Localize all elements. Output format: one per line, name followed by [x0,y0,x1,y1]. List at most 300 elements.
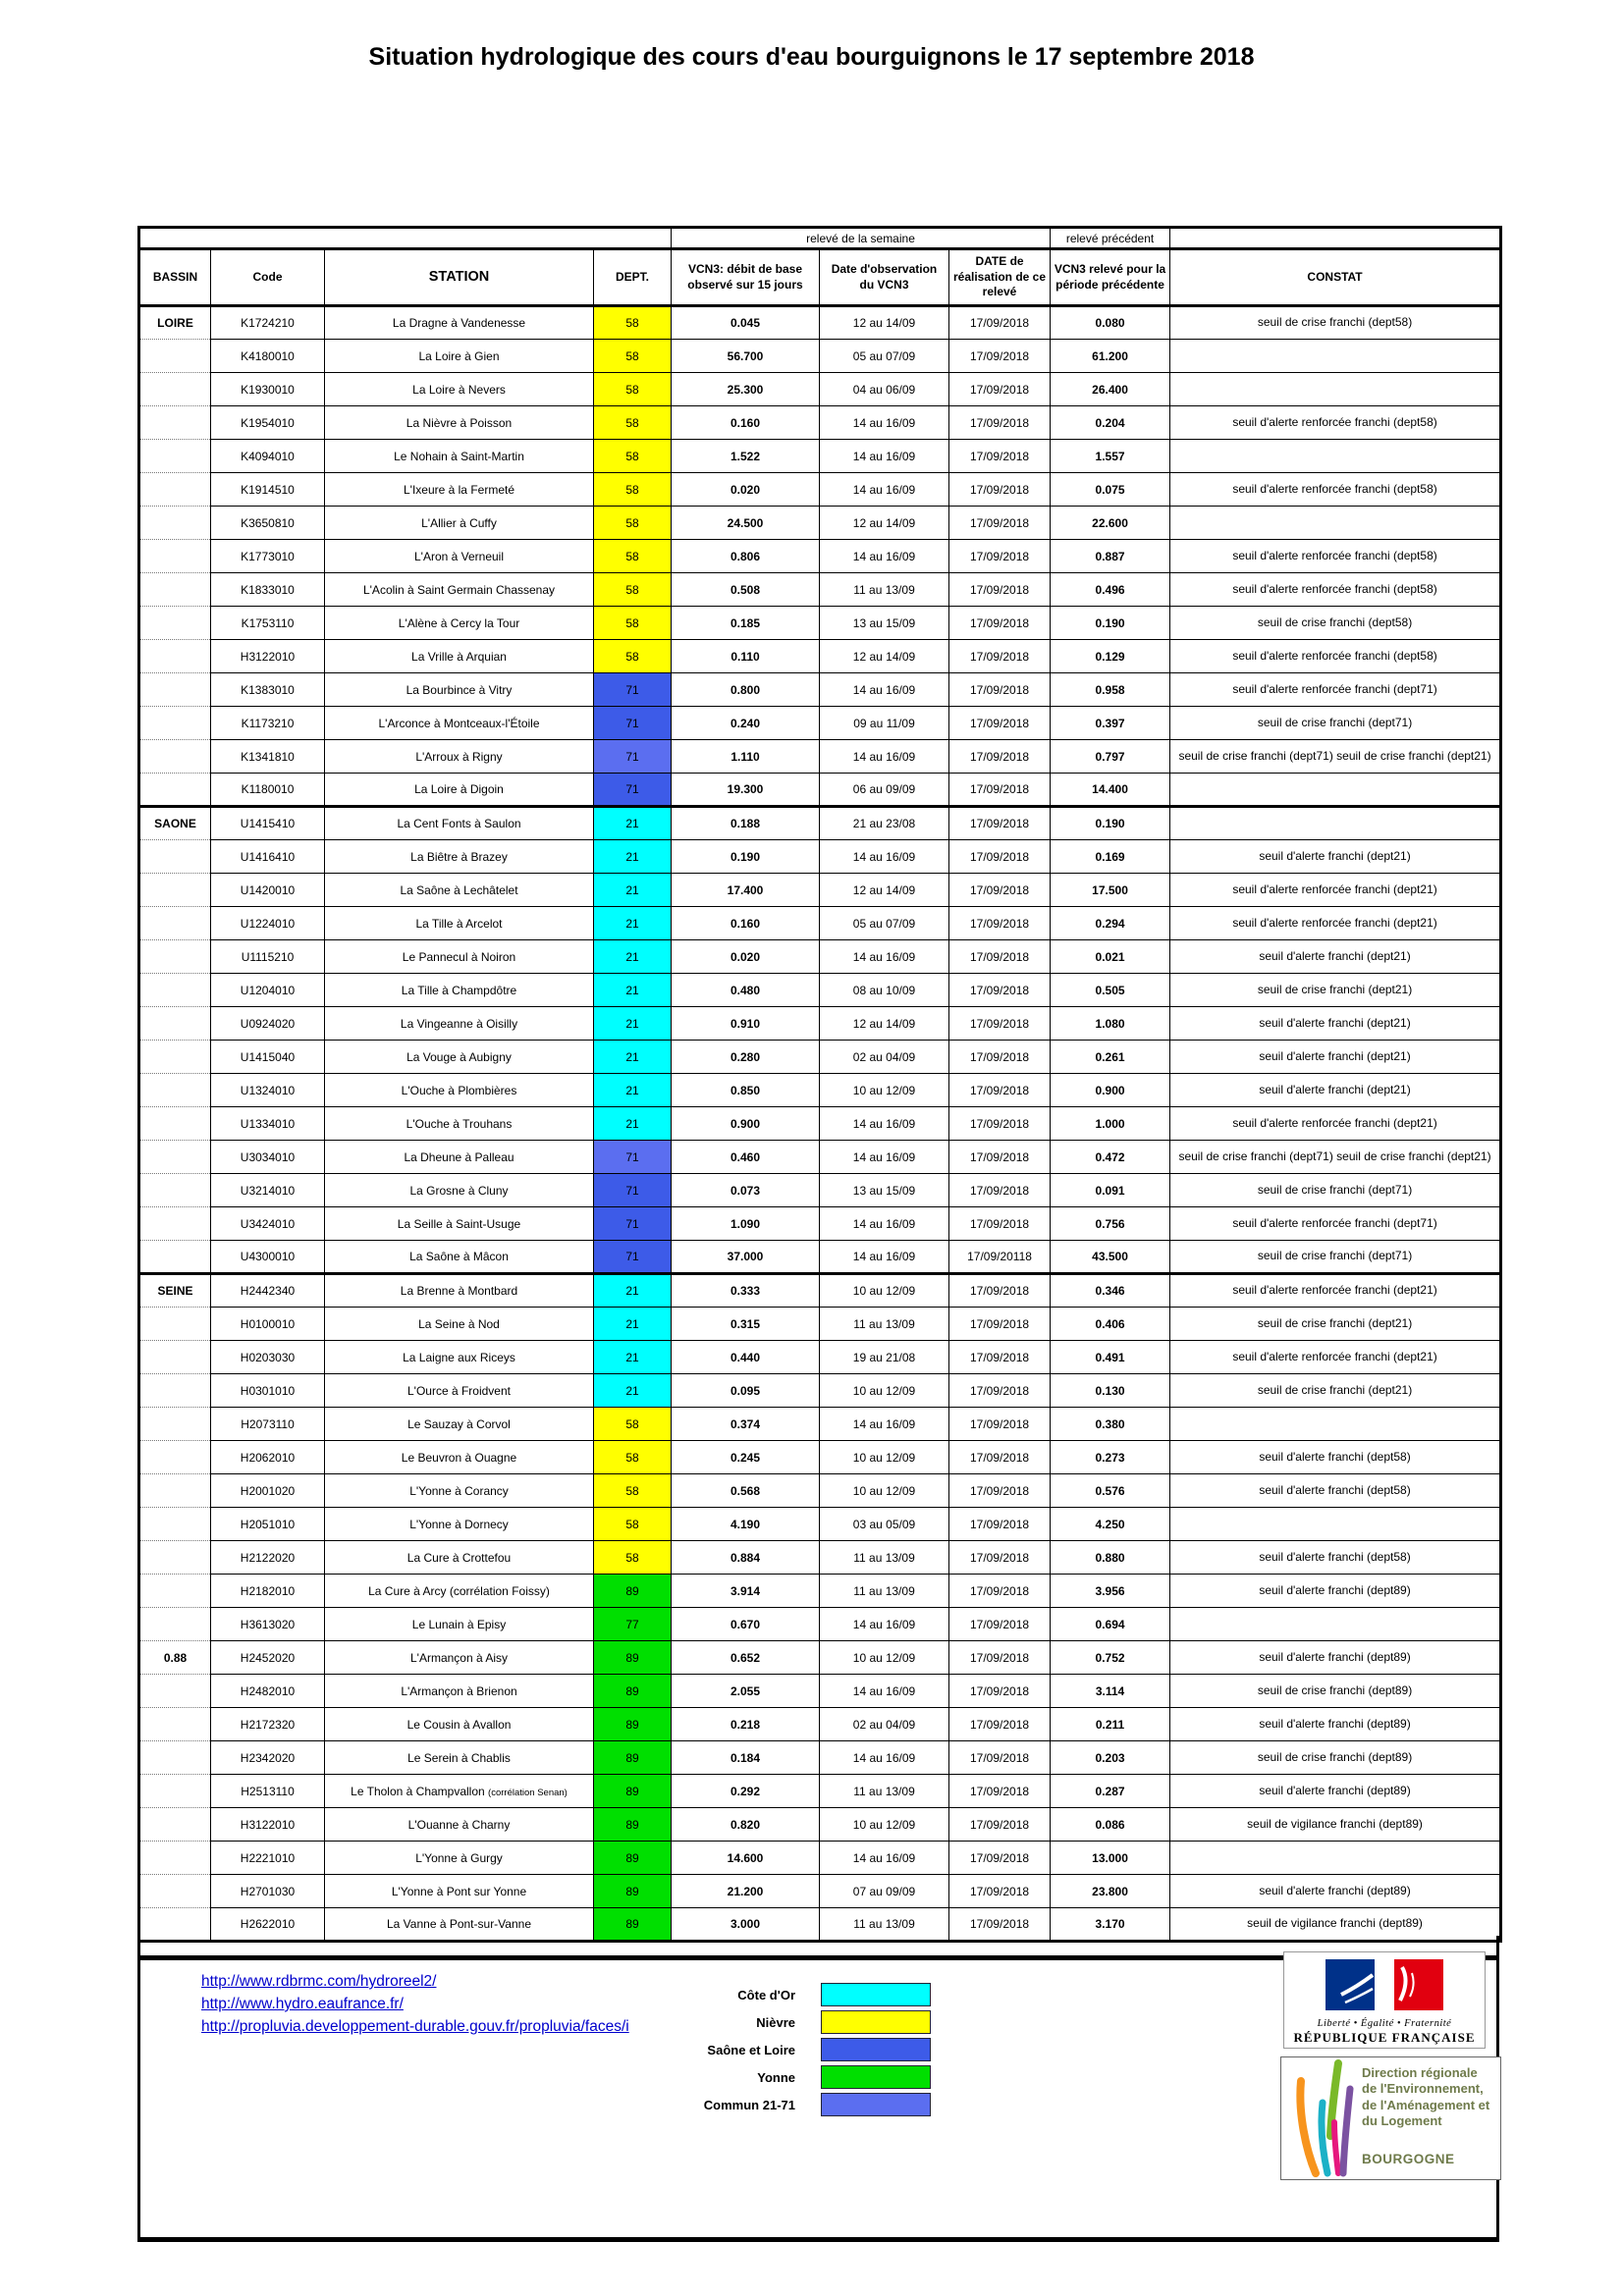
vcn3-previous-cell: 61.200 [1051,340,1170,373]
table-row [139,1474,1501,1508]
page-title: Situation hydrologique des cours d'eau bourguignons le 17 septembre 2018 [368,43,1255,71]
table-row [139,1207,1501,1241]
date-observation-cell: 07 au 09/09 [820,1875,949,1908]
station-name: L'Yonne à Pont sur Yonne [391,1884,527,1898]
date-realisation-cell: 17/09/2018 [949,1074,1051,1107]
code-cell: K3650810 [211,507,325,540]
date-observation-cell: 14 au 16/09 [820,1608,949,1641]
date-observation-cell: 14 au 16/09 [820,440,949,473]
vcn3-cell: 0.110 [672,640,820,673]
vcn3-previous-cell: 22.600 [1051,507,1170,540]
vcn3-previous-cell: 0.472 [1051,1141,1170,1174]
station-name: La Vrille à Arquian [411,649,507,664]
station-name: La Grosne à Cluny [409,1183,509,1198]
constat-cell [1170,807,1501,840]
date-observation-cell: 14 au 16/09 [820,1408,949,1441]
table-row [139,1608,1501,1641]
constat-cell: seuil de crise franchi (dept21) [1170,1308,1501,1341]
bassin-cell [139,1775,211,1808]
code-cell: H2062010 [211,1441,325,1474]
table-row [139,673,1501,707]
vcn3-previous-cell: 0.130 [1051,1374,1170,1408]
constat-cell: seuil d'alerte franchi (dept21) [1170,1007,1501,1041]
legend-swatch-commun-21-71 [821,2093,931,2116]
date-realisation-cell: 17/09/2018 [949,573,1051,607]
station-note: (corrélation Senan) [488,1787,568,1798]
station-name: Le Lunain à Episy [411,1617,507,1631]
vcn3-previous-cell: 0.261 [1051,1041,1170,1074]
bassin-cell: SEINE [139,1274,211,1308]
date-realisation-cell: 17/09/2018 [949,1141,1051,1174]
dept-cell: 58 [594,406,672,440]
vcn3-cell: 0.240 [672,707,820,740]
dept-cell: 58 [594,1541,672,1575]
station-cell [325,406,594,440]
date-realisation-cell: 17/09/2018 [949,1107,1051,1141]
station-cell [325,1741,594,1775]
constat-cell: seuil de crise franchi (dept58) [1170,607,1501,640]
french-flag-marianne-icon [1324,1959,1445,2010]
dept-cell: 71 [594,774,672,807]
vcn3-cell: 0.160 [672,907,820,940]
vcn3-previous-cell: 0.075 [1051,473,1170,507]
legend-row [589,2010,943,2034]
vcn3-previous-cell: 0.397 [1051,707,1170,740]
vcn3-previous-cell: 0.211 [1051,1708,1170,1741]
vcn3-previous-cell: 0.204 [1051,406,1170,440]
dept-cell: 21 [594,974,672,1007]
constat-cell: seuil d'alerte renforcée franchi (dept58) [1170,540,1501,573]
table-row [139,1675,1501,1708]
dept-cell: 71 [594,740,672,774]
station-cell [325,373,594,406]
code-cell: H2221010 [211,1842,325,1875]
date-observation-cell: 10 au 12/09 [820,1074,949,1107]
col-header-bassin: BASSIN [139,249,211,306]
station-cell [325,1608,594,1641]
dept-cell: 21 [594,940,672,974]
vcn3-previous-cell: 0.190 [1051,807,1170,840]
bassin-cell [139,507,211,540]
code-cell: H2073110 [211,1408,325,1441]
station-cell [325,573,594,607]
strip-blank-left [139,228,672,249]
station-name: La Bourbince à Vitry [406,682,513,697]
bassin-cell [139,1508,211,1541]
table-row [139,1174,1501,1207]
table-row [139,607,1501,640]
bassin-cell: 0.88 [139,1641,211,1675]
table-row [139,907,1501,940]
bassin-cell [139,940,211,974]
vcn3-previous-cell: 0.203 [1051,1741,1170,1775]
date-realisation-cell: 17/09/2018 [949,707,1051,740]
dept-cell: 21 [594,1374,672,1408]
vcn3-previous-cell: 26.400 [1051,373,1170,406]
vcn3-cell: 0.095 [672,1374,820,1408]
table-row [139,1241,1501,1274]
dept-cell: 71 [594,707,672,740]
releve-semaine-header: relevé de la semaine [672,228,1051,249]
vcn3-previous-cell: 0.958 [1051,673,1170,707]
date-realisation-cell: 17/09/2018 [949,540,1051,573]
vcn3-previous-cell: 0.491 [1051,1341,1170,1374]
vcn3-cell: 0.045 [672,306,820,340]
constat-cell: seuil d'alerte renforcée franchi (dept21) [1170,1341,1501,1374]
date-realisation-cell: 17/09/2018 [949,840,1051,874]
station-name: La Biêtre à Brazey [410,849,508,864]
vcn3-previous-cell: 14.400 [1051,774,1170,807]
station-name: L'Arroux à Rigny [415,749,503,764]
date-realisation-cell: 17/09/2018 [949,673,1051,707]
code-cell: H3122010 [211,640,325,673]
dept-cell: 58 [594,440,672,473]
constat-cell: seuil d'alerte renforcée franchi (dept58) [1170,573,1501,607]
vcn3-cell: 14.600 [672,1842,820,1875]
station-cell [325,1241,594,1274]
dept-cell: 58 [594,540,672,573]
date-realisation-cell: 17/09/2018 [949,1675,1051,1708]
date-observation-cell: 14 au 16/09 [820,540,949,573]
station-name: La Loire à Digoin [414,782,504,796]
vcn3-cell: 0.884 [672,1541,820,1575]
station-name: L'Yonne à Dornecy [409,1517,509,1531]
date-realisation-cell: 17/09/2018 [949,1308,1051,1341]
date-realisation-cell: 17/09/2018 [949,1508,1051,1541]
vcn3-previous-cell: 0.294 [1051,907,1170,940]
bassin-cell [139,1007,211,1041]
station-name: La Laigne aux Riceys [403,1350,515,1364]
vcn3-previous-cell: 0.086 [1051,1808,1170,1842]
table-row [139,1374,1501,1408]
station-cell [325,340,594,373]
date-realisation-cell: 17/09/2018 [949,1408,1051,1441]
code-cell: U1415040 [211,1041,325,1074]
station-name: La Seine à Nod [418,1316,500,1331]
table-row [139,373,1501,406]
dept-cell: 89 [594,1842,672,1875]
station-cell [325,907,594,940]
date-realisation-cell: 17/09/2018 [949,907,1051,940]
station-cell [325,1107,594,1141]
station-cell [325,1708,594,1741]
code-cell: H2442340 [211,1274,325,1308]
station-name: L'Acolin à Saint Germain Chassenay [362,582,556,597]
bassin-cell [139,1842,211,1875]
date-observation-cell: 13 au 15/09 [820,1174,949,1207]
date-observation-cell: 09 au 11/09 [820,707,949,740]
code-cell: H2513110 [211,1775,325,1808]
legend-label: Nièvre [756,2014,795,2030]
code-cell: H0203030 [211,1341,325,1374]
bassin-cell [139,1141,211,1174]
constat-cell: seuil d'alerte franchi (dept58) [1170,1541,1501,1575]
table-row [139,1074,1501,1107]
link-eaufrance[interactable]: http://www.hydro.eaufrance.fr/ [201,1996,404,2012]
dept-cell: 58 [594,373,672,406]
code-cell: H2452020 [211,1641,325,1675]
vcn3-cell: 0.020 [672,473,820,507]
date-realisation-cell: 17/09/2018 [949,1274,1051,1308]
date-realisation-cell: 17/09/2018 [949,974,1051,1007]
vcn3-cell: 19.300 [672,774,820,807]
dept-cell: 21 [594,807,672,840]
date-observation-cell: 21 au 23/08 [820,807,949,840]
table-row [139,740,1501,774]
dreal-logo [1280,2056,1501,2180]
vcn3-previous-cell: 0.880 [1051,1541,1170,1575]
station-name: Le Serein à Chablis [407,1750,511,1765]
dept-cell: 58 [594,473,672,507]
bassin-cell: LOIRE [139,306,211,340]
dept-cell: 71 [594,1141,672,1174]
date-realisation-cell: 17/09/2018 [949,1041,1051,1074]
date-realisation-cell: 17/09/2018 [949,473,1051,507]
vcn3-previous-cell: 0.756 [1051,1207,1170,1241]
code-cell: K1724210 [211,306,325,340]
bassin-cell [139,1575,211,1608]
station-name: La Tille à Arcelot [415,916,503,931]
station-cell [325,640,594,673]
constat-cell [1170,373,1501,406]
code-cell: H2342020 [211,1741,325,1775]
date-realisation-cell: 17/09/2018 [949,440,1051,473]
date-observation-cell: 11 au 13/09 [820,1908,949,1942]
bassin-cell [139,1041,211,1074]
date-realisation-cell: 17/09/2018 [949,1808,1051,1842]
station-name: La Nièvre à Poisson [406,415,513,430]
date-observation-cell: 14 au 16/09 [820,740,949,774]
date-observation-cell: 14 au 16/09 [820,673,949,707]
vcn3-previous-cell: 0.273 [1051,1441,1170,1474]
link-propluvia[interactable]: http://propluvia.developpement-durable.gouv.fr/propluvia/faces/i [201,2018,629,2035]
vcn3-previous-cell: 3.170 [1051,1908,1170,1942]
link-hydroreel[interactable]: http://www.rdbrmc.com/hydroreel2/ [201,1973,437,1990]
date-observation-cell: 14 au 16/09 [820,406,949,440]
rf-name: RÉPUBLIQUE FRANÇAISE [1293,2030,1476,2045]
date-observation-cell: 11 au 13/09 [820,573,949,607]
dept-cell: 71 [594,1174,672,1207]
dept-cell: 89 [594,1775,672,1808]
date-realisation-cell: 17/09/2018 [949,1541,1051,1575]
dept-cell: 89 [594,1908,672,1942]
legend-swatch-yonne [821,2065,931,2089]
dept-cell: 21 [594,1107,672,1141]
constat-cell: seuil d'alerte franchi (dept89) [1170,1775,1501,1808]
dept-cell: 71 [594,1207,672,1241]
constat-cell: seuil d'alerte renforcée franchi (dept21) [1170,1107,1501,1141]
department-color-legend [589,1983,943,2120]
dept-cell: 71 [594,673,672,707]
legend-swatch-cotedor [821,1983,931,2006]
station-cell [325,774,594,807]
table-row [139,1107,1501,1141]
station-cell [325,840,594,874]
col-header-code: Code [211,249,325,306]
table-row [139,974,1501,1007]
col-header-vcn3-prev: VCN3 relevé pour la période précédente [1051,249,1170,306]
code-cell: K1383010 [211,673,325,707]
legend-row [589,1983,943,2006]
col-header-date-real: DATE de réalisation de ce relevé [949,249,1051,306]
station-name: La Dragne à Vandenesse [392,316,526,330]
col-header-dept: DEPT. [594,249,672,306]
constat-cell: seuil d'alerte franchi (dept21) [1170,840,1501,874]
legend-label: Yonne [757,2069,795,2085]
date-observation-cell: 10 au 12/09 [820,1641,949,1675]
station-name: La Saône à Mâcon [409,1250,509,1263]
station-name: La Tille à Champdôtre [401,983,517,997]
vcn3-cell: 0.800 [672,673,820,707]
table-row [139,473,1501,507]
vcn3-previous-cell: 0.752 [1051,1641,1170,1675]
constat-cell: seuil d'alerte franchi (dept21) [1170,1074,1501,1107]
date-observation-cell: 14 au 16/09 [820,940,949,974]
code-cell: U1415410 [211,807,325,840]
vcn3-previous-cell: 0.900 [1051,1074,1170,1107]
constat-cell: seuil de crise franchi (dept89) [1170,1741,1501,1775]
bassin-cell [139,1374,211,1408]
dept-cell: 71 [594,1241,672,1274]
bassin-cell [139,673,211,707]
dept-cell: 21 [594,1274,672,1308]
station-name: L'Ouanne à Charny [407,1817,511,1832]
date-observation-cell: 05 au 07/09 [820,907,949,940]
code-cell: K4094010 [211,440,325,473]
bassin-cell [139,1608,211,1641]
date-observation-cell: 05 au 07/09 [820,340,949,373]
station-cell [325,940,594,974]
bassin-cell [139,840,211,874]
table-row [139,1808,1501,1842]
vcn3-previous-cell: 43.500 [1051,1241,1170,1274]
vcn3-cell: 0.292 [672,1775,820,1808]
date-realisation-cell: 17/09/2018 [949,1207,1051,1241]
constat-cell [1170,1508,1501,1541]
date-observation-cell: 11 au 13/09 [820,1775,949,1808]
vcn3-previous-cell: 0.091 [1051,1174,1170,1207]
table-row [139,1441,1501,1474]
table-row [139,874,1501,907]
vcn3-previous-cell: 1.080 [1051,1007,1170,1041]
vcn3-cell: 21.200 [672,1875,820,1908]
table-row [139,707,1501,740]
dept-cell: 58 [594,507,672,540]
station-cell [325,707,594,740]
code-cell: K1954010 [211,406,325,440]
station-name: La Seille à Saint-Usuge [397,1216,521,1231]
date-realisation-cell: 17/09/2018 [949,306,1051,340]
col-header-station: STATION [325,249,594,306]
station-cell [325,1441,594,1474]
dreal-name: Direction régionale de l'Environnement, de l'Aménagement et du Logement [1362,2065,1490,2128]
vcn3-cell: 0.508 [672,573,820,607]
dept-cell: 21 [594,1007,672,1041]
date-observation-cell: 14 au 16/09 [820,1141,949,1174]
vcn3-cell: 37.000 [672,1241,820,1274]
vcn3-cell: 0.245 [672,1441,820,1474]
date-realisation-cell: 17/09/2018 [949,740,1051,774]
constat-cell: seuil d'alerte franchi (dept21) [1170,1041,1501,1074]
table-row [139,340,1501,373]
station-name: La Loire à Nevers [412,382,506,397]
date-realisation-cell: 17/09/2018 [949,340,1051,373]
code-cell: K1753110 [211,607,325,640]
table-row [139,1741,1501,1775]
station-name: Le Cousin à Avallon [406,1717,512,1732]
date-observation-cell: 14 au 16/09 [820,1107,949,1141]
date-observation-cell: 14 au 16/09 [820,1741,949,1775]
date-realisation-cell: 17/09/2018 [949,406,1051,440]
bassin-cell [139,1408,211,1441]
station-cell [325,1808,594,1842]
station-name: L'Alène à Cercy la Tour [398,615,520,630]
date-realisation-cell: 17/09/2018 [949,640,1051,673]
date-realisation-cell: 17/09/2018 [949,1875,1051,1908]
station-name: La Cure à Crottefou [406,1550,512,1565]
table-row [139,840,1501,874]
dept-cell: 58 [594,1441,672,1474]
bassin-cell [139,1308,211,1341]
table-row [139,1641,1501,1675]
station-cell [325,473,594,507]
date-realisation-cell: 17/09/2018 [949,1575,1051,1608]
dept-cell: 58 [594,340,672,373]
station-cell [325,1074,594,1107]
code-cell: K4180010 [211,340,325,373]
bassin-cell [139,1441,211,1474]
dept-cell: 89 [594,1708,672,1741]
date-realisation-cell: 17/09/2018 [949,1341,1051,1374]
station-cell [325,673,594,707]
bassin-cell [139,874,211,907]
station-name: La Cure à Arcy (corrélation Foissy) [368,1583,550,1598]
code-cell: U1204010 [211,974,325,1007]
vcn3-previous-cell: 3.114 [1051,1675,1170,1708]
legend-label: Côte d'Or [737,1987,795,2002]
constat-cell: seuil d'alerte franchi (dept58) [1170,1441,1501,1474]
station-name: La Dheune à Palleau [404,1149,514,1164]
code-cell: U1324010 [211,1074,325,1107]
dept-cell: 58 [594,1508,672,1541]
date-observation-cell: 08 au 10/09 [820,974,949,1007]
station-cell [325,540,594,573]
vcn3-previous-cell: 1.000 [1051,1107,1170,1141]
date-observation-cell: 10 au 12/09 [820,1474,949,1508]
bassin-cell [139,740,211,774]
vcn3-cell: 0.652 [672,1641,820,1675]
bassin-cell [139,1474,211,1508]
vcn3-previous-cell: 0.576 [1051,1474,1170,1508]
releve-precedent-header: relevé précédent [1051,228,1170,249]
date-realisation-cell: 17/09/2018 [949,1441,1051,1474]
vcn3-previous-cell: 4.250 [1051,1508,1170,1541]
vcn3-cell: 0.073 [672,1174,820,1207]
rf-motto: Liberté • Égalité • Fraternité [1317,2018,1452,2029]
date-observation-cell: 14 au 16/09 [820,1207,949,1241]
station-name: L'Yonne à Corancy [409,1483,509,1498]
code-cell: H2172320 [211,1708,325,1741]
legend-label: Commun 21-71 [703,2097,795,2112]
constat-cell: seuil d'alerte franchi (dept89) [1170,1875,1501,1908]
station-cell [325,1575,594,1608]
constat-cell: seuil d'alerte renforcée franchi (dept21) [1170,874,1501,907]
dept-cell: 21 [594,1074,672,1107]
vcn3-cell: 0.900 [672,1107,820,1141]
code-cell: H3613020 [211,1608,325,1641]
bassin-cell [139,1675,211,1708]
station-name: L'Ouche à Trouhans [406,1116,513,1131]
